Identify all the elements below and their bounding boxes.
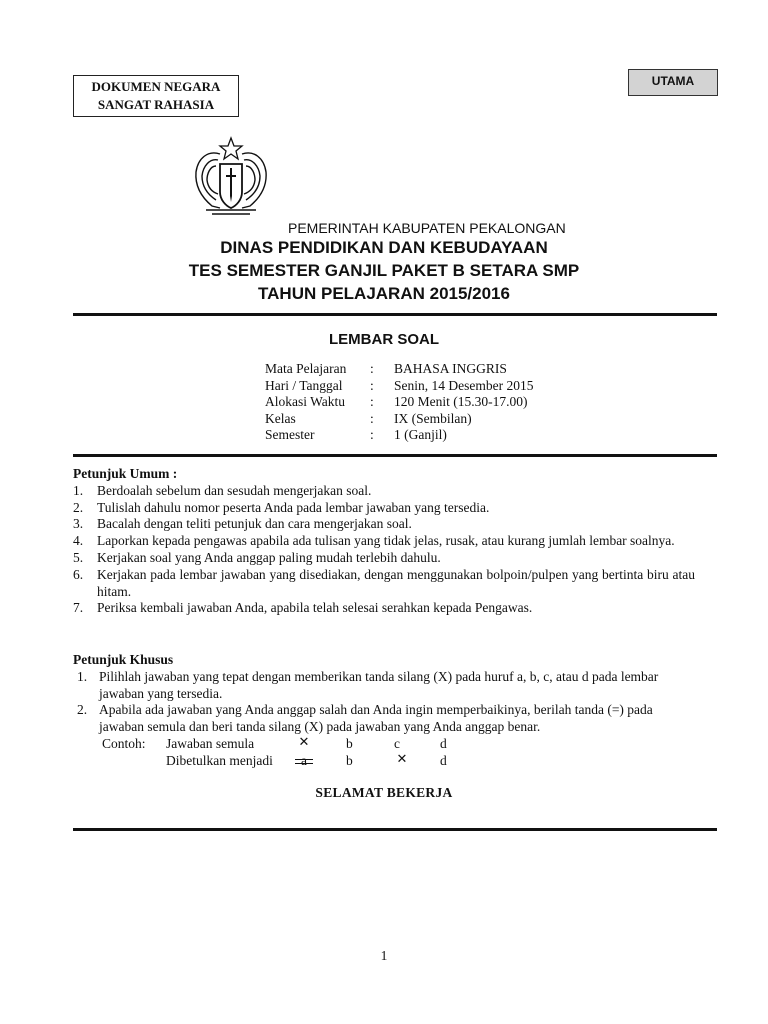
equals-mark-icon bbox=[296, 753, 312, 770]
option-letter: d bbox=[440, 753, 447, 769]
government-name: PEMERINTAH KABUPATEN PEKALONGAN bbox=[288, 220, 566, 236]
info-label: Alokasi Waktu bbox=[265, 394, 346, 409]
cross-mark-icon bbox=[296, 736, 312, 753]
page-number: 1 bbox=[380, 948, 388, 963]
info-label: Semester bbox=[265, 427, 315, 442]
info-row bbox=[265, 411, 533, 428]
info-label: Mata Pelajaran bbox=[265, 361, 347, 376]
example-label: Contoh: bbox=[102, 736, 146, 752]
option-letter: d bbox=[440, 736, 447, 752]
item-text: Pilihlah jawaban yang tepat dengan memberikan tanda silang (X) pada huruf a, b, c, atau d pada lembar jawaban yang tersedia. bbox=[99, 668, 659, 701]
example-row-label: Jawaban semula bbox=[166, 736, 255, 752]
list-item bbox=[73, 500, 695, 517]
exam-name: TES SEMESTER GANJIL PAKET B SETARA SMP bbox=[188, 261, 580, 280]
special-instructions bbox=[73, 652, 673, 770]
info-separator: : bbox=[370, 427, 374, 442]
list-item bbox=[73, 483, 695, 500]
option-letter: c bbox=[394, 736, 400, 752]
regional-emblem-icon bbox=[190, 136, 272, 220]
example-row-corrected bbox=[102, 753, 673, 770]
info-row bbox=[265, 378, 533, 395]
classification-stamp bbox=[73, 75, 239, 117]
list-item bbox=[73, 550, 695, 567]
item-number: 7. bbox=[73, 600, 84, 616]
item-number: 4. bbox=[73, 533, 84, 549]
info-value: IX (Sembilan) bbox=[394, 410, 472, 426]
list-item bbox=[73, 516, 695, 533]
info-row bbox=[265, 361, 533, 378]
info-separator: : bbox=[370, 377, 374, 393]
item-text: Laporkan kepada pengawas apabila ada tulisan yang tidak jelas, rusak, atau kurang jumlah lembar soalnya. bbox=[97, 533, 675, 549]
item-number: 3. bbox=[73, 516, 84, 532]
general-instructions bbox=[73, 466, 695, 617]
classification-line-1: DOKUMEN NEGARA bbox=[91, 79, 221, 94]
option-letter: b bbox=[346, 736, 353, 752]
item-number: 2. bbox=[77, 702, 88, 718]
item-text: Kerjakan pada lembar jawaban yang disediakan, dengan menggunakan bolpoin/pulpen yang bertinta biru atau hitam. bbox=[97, 566, 695, 599]
divider bbox=[73, 454, 717, 457]
info-row bbox=[265, 427, 533, 444]
item-number: 1. bbox=[73, 482, 84, 498]
info-value: 120 Menit (15.30-17.00) bbox=[394, 394, 528, 409]
item-number: 2. bbox=[73, 499, 84, 515]
info-separator: : bbox=[370, 361, 374, 376]
item-text: Periksa kembali jawaban Anda, apabila telah selesai serahkan kepada Pengawas. bbox=[97, 600, 533, 616]
example-row-original bbox=[102, 736, 673, 753]
item-text: Apabila ada jawaban yang Anda anggap salah dan Anda ingin memperbaikinya, berilah tanda (=) pada jawaban semula dan beri tanda silang (X) pada jawaban yang Anda anggap benar. bbox=[99, 702, 653, 735]
general-instructions-title: Petunjuk Umum : bbox=[73, 466, 178, 481]
info-label: Hari / Tanggal bbox=[265, 377, 343, 393]
item-text: Bacalah dengan teliti petunjuk dan cara mengerjakan soal. bbox=[97, 516, 412, 532]
list-item bbox=[73, 533, 695, 550]
item-text: Tulislah dahulu nomor peserta Anda pada lembar jawaban yang tersedia. bbox=[97, 499, 490, 515]
item-text: Berdoalah sebelum dan sesudah mengerjakan soal. bbox=[97, 482, 372, 498]
info-value: BAHASA INGGRIS bbox=[394, 361, 507, 376]
example-row-label: Dibetulkan menjadi bbox=[166, 753, 273, 769]
option-letter: a bbox=[301, 753, 307, 769]
list-item bbox=[73, 600, 695, 617]
classification-line-2: SANGAT RAHASIA bbox=[97, 97, 215, 112]
page-title: LEMBAR SOAL bbox=[329, 331, 439, 348]
item-number: 6. bbox=[73, 566, 84, 582]
version-badge: UTAMA bbox=[628, 69, 718, 96]
divider bbox=[73, 828, 717, 831]
list-item bbox=[73, 702, 673, 736]
academic-year: TAHUN PELAJARAN 2015/2016 bbox=[258, 284, 510, 303]
exam-info-table bbox=[265, 361, 533, 444]
info-separator: : bbox=[370, 394, 374, 409]
item-text: Kerjakan soal yang Anda anggap paling mudah terlebih dahulu. bbox=[97, 549, 441, 565]
info-value: 1 (Ganjil) bbox=[394, 427, 447, 442]
list-item bbox=[73, 567, 695, 601]
example-block bbox=[73, 736, 673, 770]
item-number: 5. bbox=[73, 549, 84, 565]
closing-message: SELAMAT BEKERJA bbox=[315, 785, 453, 800]
divider bbox=[73, 313, 717, 316]
special-instructions-title: Petunjuk Khusus bbox=[73, 652, 174, 667]
list-item bbox=[73, 669, 673, 703]
info-row bbox=[265, 394, 533, 411]
info-label: Kelas bbox=[265, 410, 296, 426]
info-separator: : bbox=[370, 410, 374, 426]
item-number: 1. bbox=[77, 668, 88, 684]
agency-name: DINAS PENDIDIKAN DAN KEBUDAYAAN bbox=[220, 238, 548, 257]
cross-mark-icon bbox=[394, 753, 410, 770]
option-letter: b bbox=[346, 753, 353, 769]
info-value: Senin, 14 Desember 2015 bbox=[394, 377, 534, 393]
